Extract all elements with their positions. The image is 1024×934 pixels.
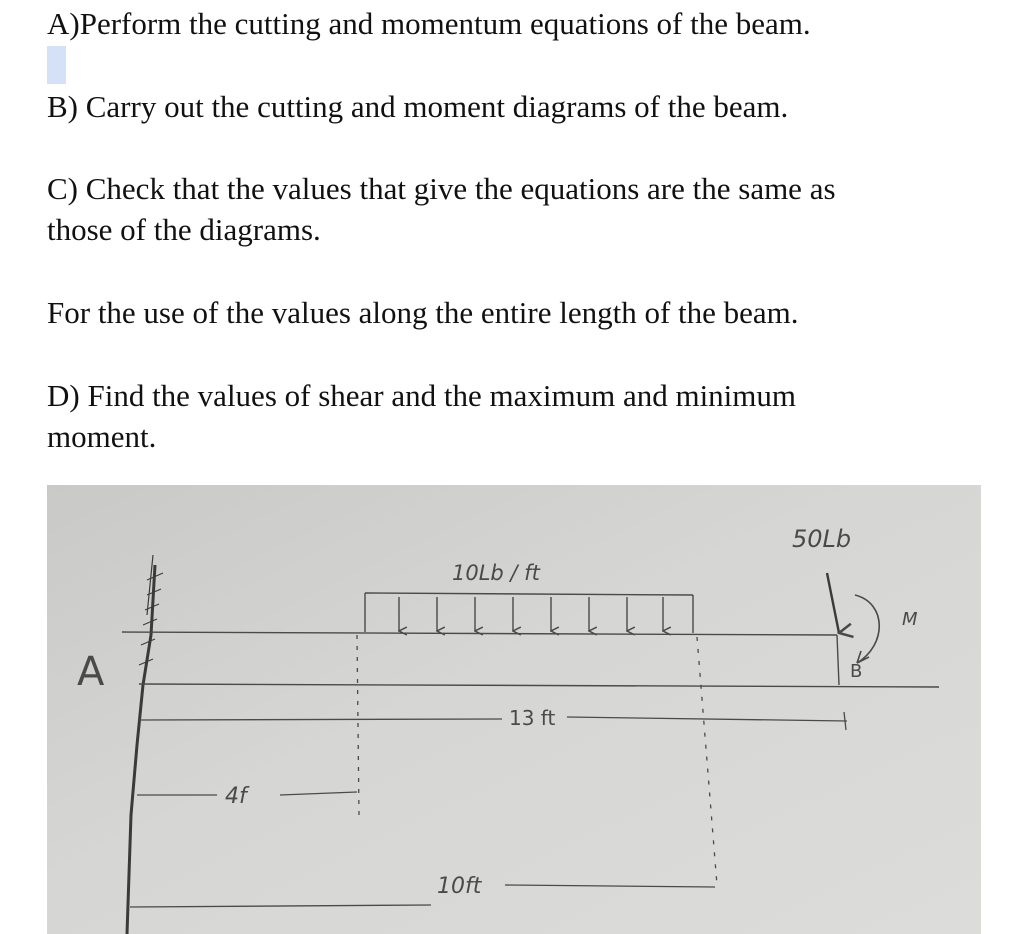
moment-label: M [902,609,918,630]
dim-load-end-label: 10ft [437,874,482,899]
question-a: A)Perform the cutting and momentum equations of the beam. [47,6,811,41]
question-d-line-1: D) Find the values of shear and the maximum and minimum [47,378,797,413]
text-cursor-highlight [47,46,66,84]
dim-left-label: 4f [225,784,247,809]
values-note: For the use of the values along the entire length of the beam. [47,295,799,330]
beam-sketch-photo [47,485,981,934]
question-b: B) Carry out the cutting and moment diagrams of the beam. [47,89,789,124]
support-label-a: A [77,649,105,695]
question-c-line-2: those of the diagrams. [47,212,321,247]
distributed-load-label: 10Lb / ft [452,561,540,585]
beam-sketch [47,485,981,934]
question-d-line-2: moment. [47,419,157,454]
dim-total-label: 13 ft [509,706,556,730]
point-label-b: B [850,661,863,682]
point-load-label: 50Lb [792,525,852,553]
question-c-line-1: C) Check that the values that give the equations are the same as [47,171,836,206]
